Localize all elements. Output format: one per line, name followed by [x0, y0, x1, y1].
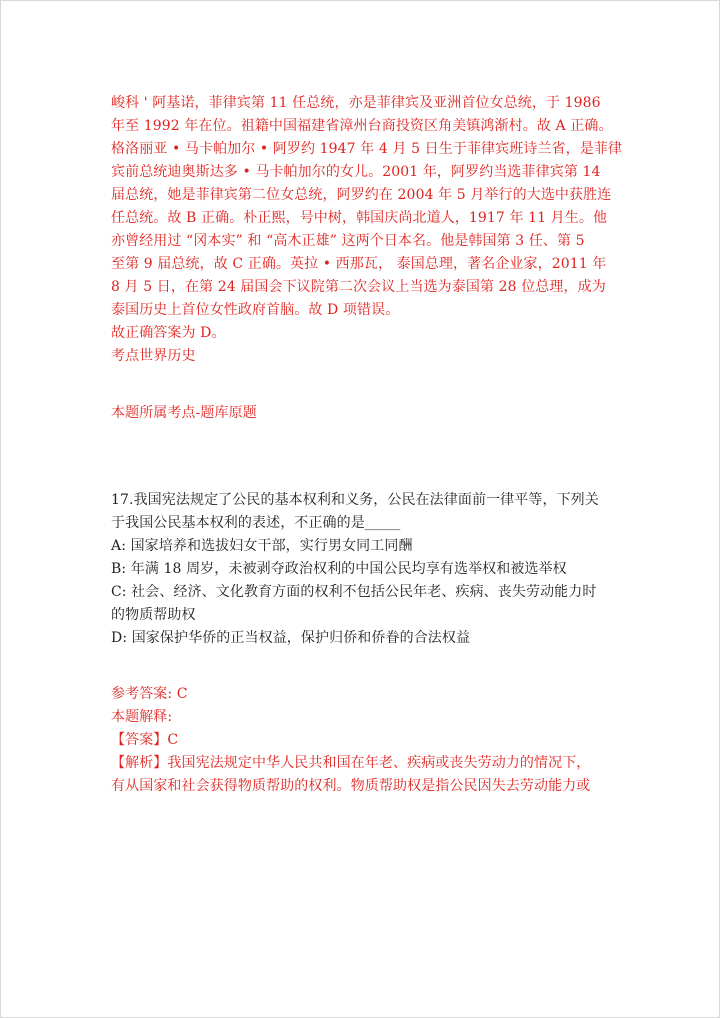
analysis-tag: 【解析】	[111, 755, 168, 771]
answer-section	[111, 683, 611, 798]
option-a: A: 国家培养和选拔妇女干部，实行男女同工同酬	[111, 538, 413, 554]
analysis-line-continued: 有从国家和社会获得物质帮助的权利。物质帮助权是指公民因失去劳动能力或	[111, 778, 591, 794]
answer-tag: 【答案】	[111, 732, 168, 748]
question-stem-line: 于我国公民基本权利的表述，不正确的是_____	[111, 515, 401, 531]
question-block	[111, 489, 611, 650]
explanation-line: 宾前总统迪奥斯达多 • 马卡帕加尔的女儿。2001 年，阿罗约当选菲律宾第 14	[111, 164, 601, 180]
explanation-heading: 本题解释:	[111, 709, 173, 725]
explanation-line: 届总统，她是菲律宾第二位女总统，阿罗约在 2004 年 5 月举行的大选中获胜连	[111, 187, 612, 203]
explanation-line: 至第 9 届总统，故 C 正确。英拉 • 西那瓦， 泰国总理，著名企业家，2011 年	[111, 256, 607, 272]
previous-explanation	[111, 92, 623, 368]
document-content	[111, 92, 623, 798]
explanation-line: 泰国历史上首位女性政府首脑。故 D 项错误。	[111, 302, 400, 318]
option-c: C: 社会、经济、文化教育方面的权利不包括公民年老、疾病、丧失劳动能力时	[111, 584, 597, 600]
question-stem-line: 17.我国宪法规定了公民的基本权利和义务，公民在法律面前一律平等，下列关	[111, 492, 599, 508]
reference-answer: 参考答案: C	[111, 686, 188, 702]
option-d: D: 国家保护华侨的正当权益，保护归侨和侨眷的合法权益	[111, 630, 471, 646]
explanation-line: 任总统。故 B 正确。朴正熙，号中树，韩国庆尚北道人，1917 年 11 月生。他	[111, 210, 608, 226]
correct-answer-line: 故正确答案为 D。	[111, 325, 226, 341]
source-line: 本题所属考点-题库原题	[111, 405, 257, 421]
analysis-line	[111, 752, 611, 775]
answer-value: C	[167, 732, 179, 748]
answer-line	[111, 729, 611, 752]
option-b: B: 年满 18 周岁，未被剥夺政治权利的中国公民均享有选举权和被选举权	[111, 561, 567, 577]
option-c-continued: 的物质帮助权	[111, 607, 196, 623]
analysis-text: 我国宪法规定中华人民共和国在年老、疾病或丧失劳动力的情况下，	[167, 755, 591, 771]
explanation-line: 亦曾经用过 “冈本实” 和 “高木正雄” 这两个日本名。他是韩国第 3 任、第 5	[111, 233, 585, 249]
explanation-line: 峻科 ' 阿基诺，菲律宾第 11 任总统，亦是菲律宾及亚洲首位女总统，于 1986	[111, 95, 601, 111]
explanation-line: 格洛丽亚 • 马卡帕加尔 • 阿罗约 1947 年 4 月 5 日生于菲律宾班诗兰省，是菲律	[111, 141, 623, 157]
explanation-line: 年至 1992 年在位。祖籍中国福建省漳州台商投资区角美镇鸿渐村。故 A 正确。	[111, 118, 613, 134]
topic-line: 考点世界历史	[111, 348, 196, 364]
explanation-line: 8 月 5 日，在第 24 届国会下议院第二次会议上当选为泰国第 28 位总理，成为	[111, 279, 606, 295]
